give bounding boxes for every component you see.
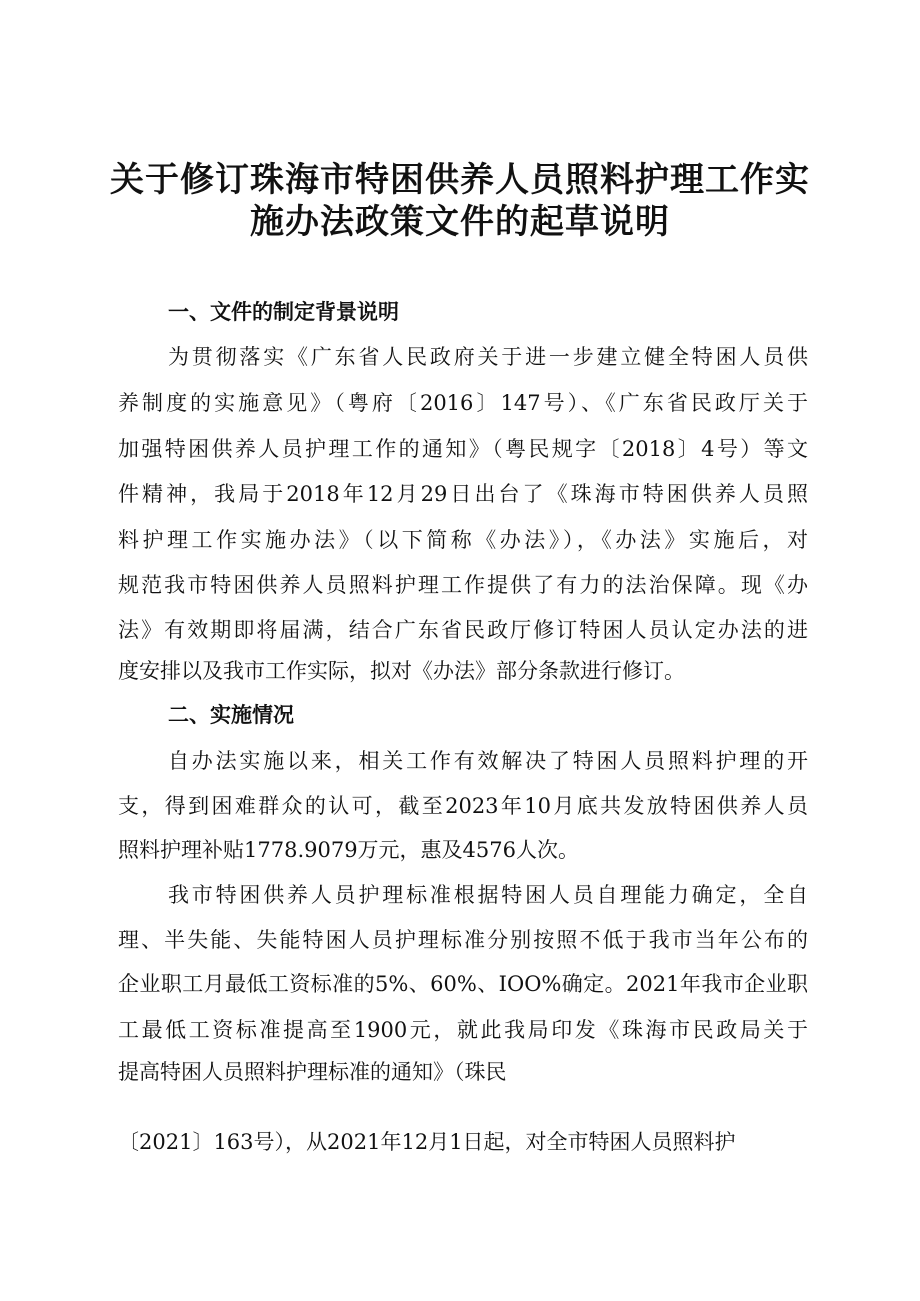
section-1-line: 料护理工作实施办法》（以下简称《办法》），《办法》实施后，对 <box>118 528 808 552</box>
section-2-heading: 二、实施情况 <box>168 703 294 727</box>
section-1-line: 规范我市特困供养人员照料护理工作提供了有力的法治保障。现《办 <box>118 573 808 597</box>
section-1-line: 度安排以及我市工作实际，拟对《办法》部分条款进行修订。 <box>118 659 685 683</box>
section-2-para-1-line: 自办法实施以来，相关工作有效解决了特困人员照料护理的开 <box>168 749 808 773</box>
section-1-line: 件精神，我局于2018年12月29日出台了《珠海市特困供养人员照 <box>118 482 808 506</box>
document-title-line-2: 施办法政策文件的起草说明 <box>250 202 670 242</box>
section-2-para-2-line: 我市特困供养人员护理标准根据特困人员自理能力确定，全自 <box>168 883 808 907</box>
section-2-para-2-line: 工最低工资标准提高至1900元，就此我局印发《珠海市民政局关于 <box>118 1018 808 1042</box>
section-1-line: 养制度的实施意见》（粤府〔2016〕147号）、《广东省民政厅关于 <box>118 391 808 415</box>
section-2-para-2-line: 企业职工月最低工资标准的5%、60%、IOO%确定。2021年我市企业职 <box>118 972 808 996</box>
section-1-heading: 一、文件的制定背景说明 <box>168 300 399 324</box>
section-2-para-2-line: 提高特困人员照料护理标准的通知》（珠民 <box>118 1060 507 1084</box>
document-title-line-1: 关于修订珠海市特困供养人员照料护理工作实 <box>110 160 810 200</box>
section-2-para-2-line: 理、半失能、失能特困人员护理标准分别按照不低于我市当年公布的 <box>118 928 808 952</box>
section-2-para-1-line: 支，得到困难群众的认可，截至2023年10月底共发放特困供养人员 <box>118 794 808 818</box>
section-1-line: 为贯彻落实《广东省人民政府关于进一步建立健全特困人员供 <box>168 345 808 369</box>
continuation-line: 〔2021〕163号），从2021年12月1日起，对全市特困人员照料护 <box>118 1130 736 1154</box>
section-2-para-1-line: 照料护理补贴1778.9079万元，惠及4576人次。 <box>118 838 580 862</box>
section-1-line: 加强特困供养人员护理工作的通知》（粤民规字〔2018〕4号）等文 <box>118 437 808 461</box>
section-1-line: 法》有效期即将届满，结合广东省民政厅修订特困人员认定办法的进 <box>118 618 808 642</box>
